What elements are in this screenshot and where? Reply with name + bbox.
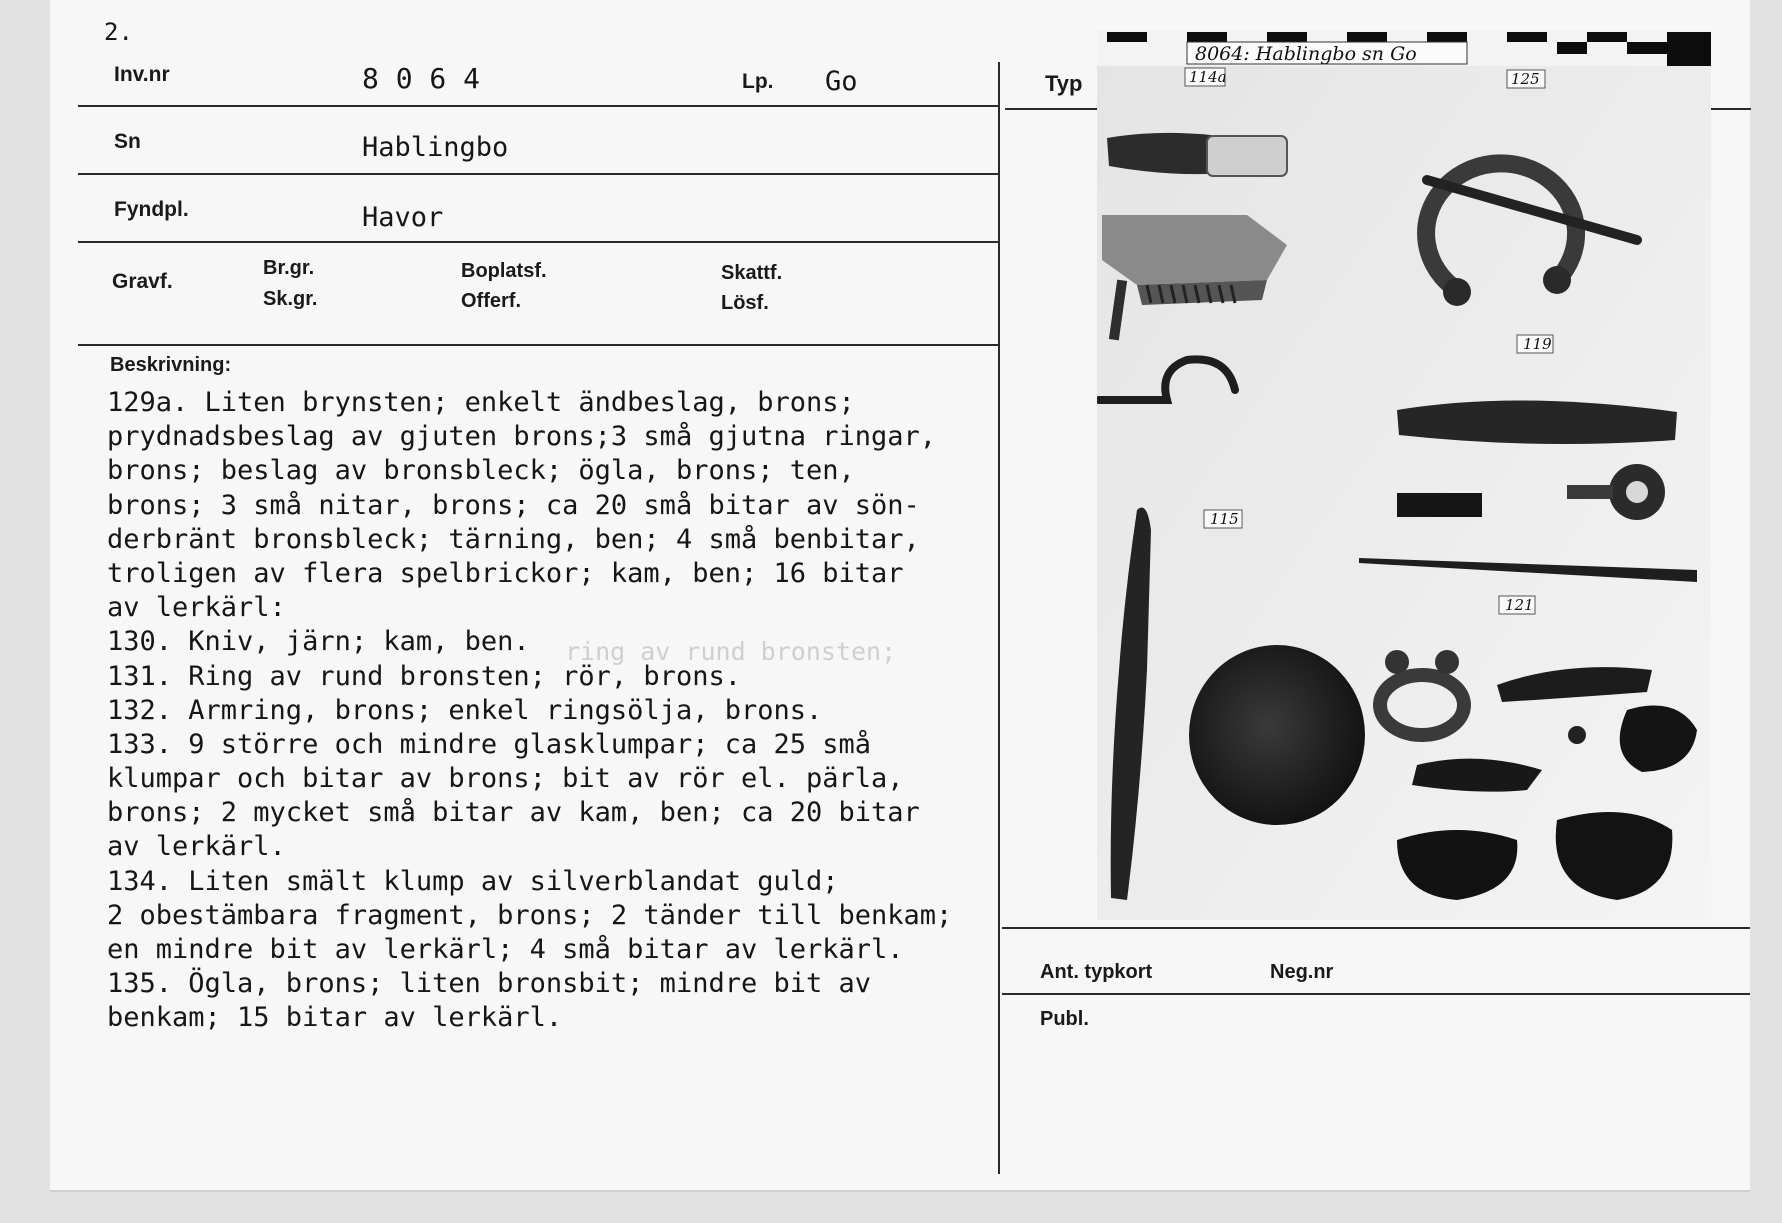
description-line: 129a. Liten brynsten; enkelt ändbeslag, brons; bbox=[107, 387, 855, 418]
description-line: brons; beslag av bronsbleck; ögla, brons; ten, bbox=[107, 455, 855, 487]
description-line: klumpar och bitar av brons; bit av rör el. pärla, bbox=[107, 763, 904, 795]
rule-gravf bbox=[78, 344, 998, 346]
rule-typ bbox=[1005, 108, 1100, 110]
knife-object bbox=[1397, 400, 1677, 444]
lp-value: Go bbox=[825, 66, 858, 97]
description-line: 135. Ögla, brons; liten bronsbit; mindre bit av bbox=[107, 968, 872, 1000]
description-line: brons; 3 små nitar, brons; ca 20 små bitar av sön- bbox=[107, 489, 920, 521]
column-divider bbox=[998, 62, 1000, 1174]
rivet-object bbox=[1568, 726, 1586, 744]
lp-label: Lp. bbox=[742, 70, 774, 93]
whetstone-object bbox=[1107, 133, 1287, 176]
description-line: av lerkärl: bbox=[107, 592, 286, 624]
finds-photograph bbox=[1097, 30, 1711, 920]
fyndpl-label: Fyndpl. bbox=[114, 198, 189, 221]
skgr-label: Sk.gr. bbox=[263, 288, 318, 310]
description-line: 133. 9 större och mindre glasklumpar; ca 25 små bbox=[107, 728, 872, 760]
description-line: 130. Kniv, järn; kam, ben. bbox=[107, 626, 530, 658]
skattf-label: Skattf. bbox=[721, 262, 783, 284]
description-text bbox=[107, 386, 952, 1036]
inv-nr-label: Inv.nr bbox=[114, 63, 170, 86]
description-line: prydnadsbeslag av gjuten brons;3 små gjutna ringar, bbox=[107, 421, 937, 453]
neg-nr-label: Neg.nr bbox=[1270, 961, 1334, 983]
tag-121: 121 bbox=[1505, 596, 1534, 614]
ant-typkort-label: Ant. typkort bbox=[1040, 961, 1153, 983]
description-line: brons; 2 mycket små bitar av kam, ben; ca 20 bitar bbox=[107, 797, 920, 829]
rule-typkort bbox=[1002, 993, 1750, 995]
rule-sn bbox=[78, 173, 998, 175]
description-line: troligen av flera spelbrickor; kam, ben; 16 bitar bbox=[107, 557, 904, 589]
description-line: derbränt bronsbleck; tärning, ben; 4 små benbitar, bbox=[107, 523, 920, 555]
description-line: 134. Liten smält klump av silverblandat guld; bbox=[107, 865, 839, 897]
tag-125: 125 bbox=[1511, 70, 1540, 88]
description-line: 131. Ring av rund bronsten; rör, brons. bbox=[107, 660, 741, 692]
photo-header-label: 8064: Hablingbo sn Go bbox=[1195, 43, 1417, 65]
boplatsf-label: Boplatsf. bbox=[461, 260, 547, 282]
tag-119: 119 bbox=[1523, 335, 1552, 353]
inv-nr-value: 8 0 6 4 bbox=[362, 62, 481, 95]
description-line: av lerkärl. bbox=[107, 831, 286, 863]
brgr-label: Br.gr. bbox=[263, 257, 315, 279]
sn-label: Sn bbox=[114, 130, 141, 153]
gravf-label: Gravf. bbox=[112, 270, 173, 293]
publ-label: Publ. bbox=[1040, 1008, 1089, 1030]
disc-object bbox=[1189, 645, 1365, 825]
rule-fyndpl bbox=[78, 241, 998, 243]
losf-label: Lösf. bbox=[721, 292, 769, 314]
description-line: en mindre bit av lerkärl; 4 små bitar av lerkärl. bbox=[107, 934, 904, 965]
rule-photo-bottom bbox=[1002, 927, 1750, 929]
description-line: 132. Armring, brons; enkel ringsölja, brons. bbox=[107, 694, 823, 726]
tag-115: 115 bbox=[1210, 510, 1239, 528]
rule-typ-right bbox=[1711, 108, 1751, 110]
offerf-label: Offerf. bbox=[461, 290, 521, 312]
description-line: benkam; 15 bitar av lerkärl. bbox=[107, 1002, 563, 1034]
fyndpl-value: Havor bbox=[362, 202, 444, 233]
page-number: 2. bbox=[104, 18, 133, 46]
fragment-object bbox=[1397, 493, 1482, 517]
beskrivning-label: Beskrivning: bbox=[110, 354, 232, 376]
tag-114a: 114a bbox=[1189, 68, 1227, 86]
sn-value: Hablingbo bbox=[362, 132, 509, 163]
ghost-text: ring av rund bronsten; bbox=[565, 637, 897, 666]
typ-label: Typ bbox=[1045, 71, 1083, 96]
rule-inv bbox=[78, 105, 998, 107]
description-line: 2 obestämbara fragment, brons; 2 tänder till benkam; bbox=[107, 899, 953, 931]
